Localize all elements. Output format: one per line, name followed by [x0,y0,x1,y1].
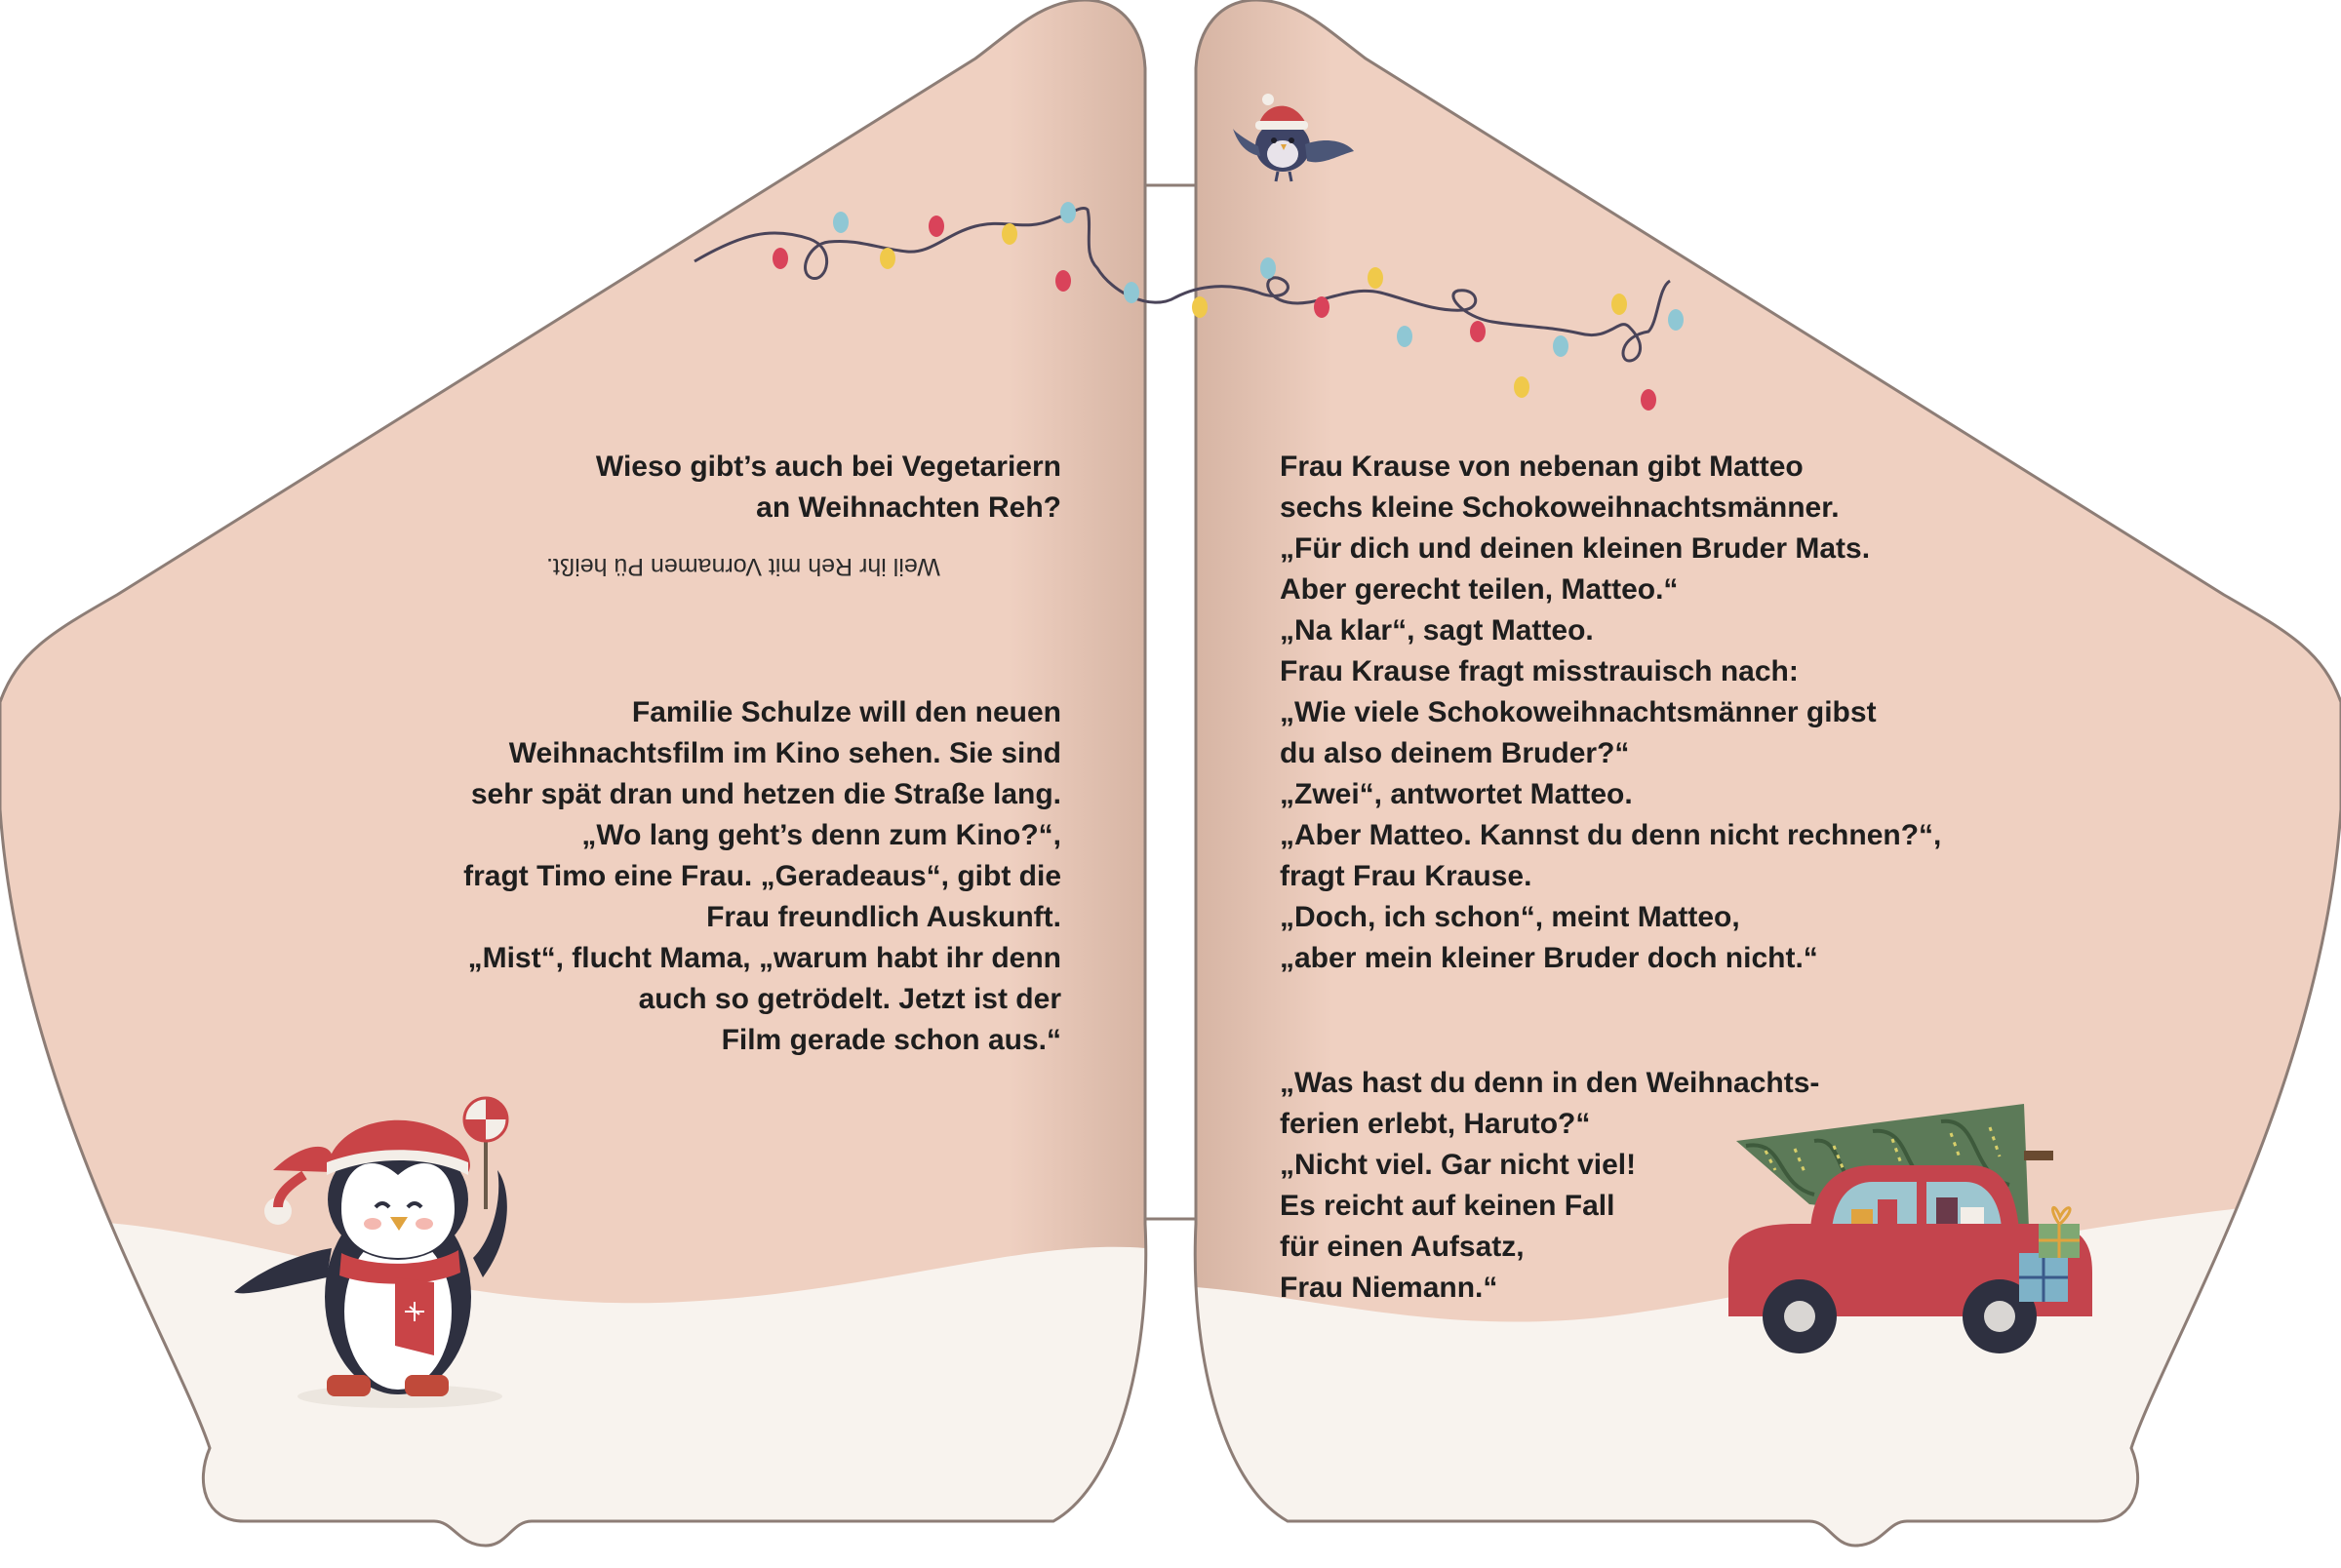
text-line: sehr spät dran und hetzen die Straße lang. [470,778,1061,810]
joke-kino [371,692,1061,1061]
text-line: „Was hast du denn in den Weihnachts- [1280,1067,1820,1099]
text-line: „Zwei“, antwortet Matteo. [1280,778,1633,810]
text-line: „Doch, ich schon“, meint Matteo, [1280,901,1740,933]
text-line: „Na klar“, sagt Matteo. [1280,614,1594,647]
text-line: Es reicht auf keinen Fall [1280,1190,1615,1222]
joke-weihnachtsferien [1280,1063,1826,1309]
text-line: Wieso gibt’s auch bei Vegetariern [595,451,1061,483]
text-line: „Aber Matteo. Kannst du denn nicht rechnen?“, [1280,819,1942,851]
joke-question-reh [371,447,1061,529]
text-line: auch so getrödelt. Jetzt ist der [638,983,1061,1015]
text-line: „aber mein kleiner Bruder doch nicht.“ [1280,942,1818,974]
text-line: Frau Krause von nebenan gibt Matteo [1280,451,1804,483]
text-line: „Wie viele Schokoweihnachtsmänner gibst [1280,696,1877,728]
text-line: „Mist“, flucht Mama, „warum habt ihr denn [467,942,1061,974]
text-line: für einen Aufsatz, [1280,1231,1525,1263]
text-line: du also deinem Bruder?“ [1280,737,1630,769]
text-line: fragt Frau Krause. [1280,860,1532,892]
text-line: Aber gerecht teilen, Matteo.“ [1280,573,1679,606]
text-line: Frau Niemann.“ [1280,1272,1498,1304]
text-line: sechs kleine Schokoweihnachtsmänner. [1280,491,1840,524]
text-line: Frau freundlich Auskunft. [706,901,1061,933]
text-line: ferien erlebt, Haruto?“ [1280,1108,1591,1140]
text-line: Weihnachtsfilm im Kino sehen. Sie sind [508,737,1061,769]
text-line: Film gerade schon aus.“ [721,1024,1061,1056]
joke-answer-upside-down: Weil ihr Reh mit Vornamen Pü heißt. [546,553,940,580]
text-line: „Für dich und deinen kleinen Bruder Mats. [1280,532,1871,565]
text-line: „Wo lang geht’s denn zum Kino?“, [581,819,1061,851]
text-line: Familie Schulze will den neuen [631,696,1061,728]
spine-gap-top [1147,185,1194,1219]
text-line: „Nicht viel. Gar nicht viel! [1280,1149,1637,1181]
joke-schokoweihnachtsmaenner [1280,447,2021,979]
text-line: an Weihnachten Reh? [756,491,1061,524]
text-line: Frau Krause fragt misstrauisch nach: [1280,655,1799,687]
text-line: fragt Timo eine Frau. „Geradeaus“, gibt die [463,860,1061,892]
